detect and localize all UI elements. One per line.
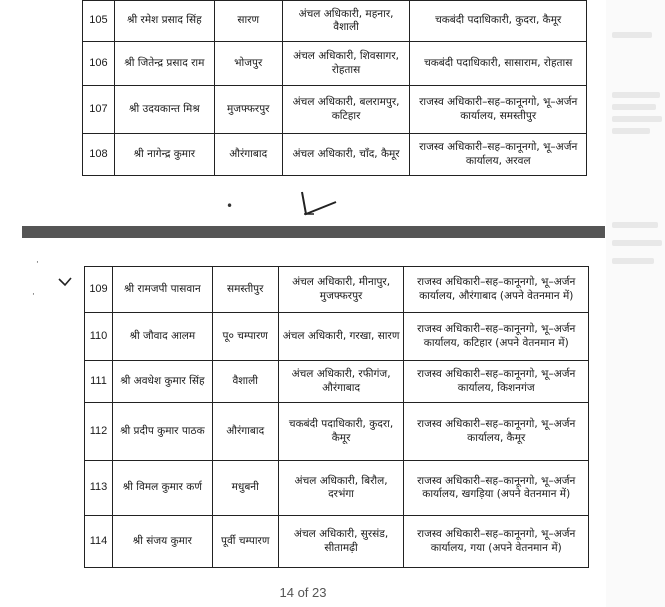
- home-district: भोजपुर: [214, 42, 282, 86]
- officer-name: श्री विमल कुमार कर्ण: [112, 461, 212, 516]
- current-posting: अंचल अधिकारी, महनार, वैशाली: [282, 1, 410, 42]
- home-district: मधुबनी: [212, 461, 278, 516]
- home-district: वैशाली: [212, 361, 278, 403]
- serial-number: 112: [85, 403, 113, 461]
- officer-name: श्री प्रदीप कुमार पाठक: [112, 403, 212, 461]
- new-posting: राजस्व अधिकारी–सह–कानूनगो, भू–अर्जन कार्यालय, गया (अपने वेतनमान में): [404, 516, 589, 568]
- page-indicator: 14 of 23: [279, 585, 327, 600]
- new-posting: राजस्व अधिकारी–सह–कानूनगो, भू–अर्जन कार्यालय, खगड़िया (अपने वेतनमान में): [404, 461, 589, 516]
- table-row: [83, 42, 587, 86]
- side-panel-ghost: [606, 0, 665, 607]
- home-district: समस्तीपुर: [212, 267, 278, 313]
- current-posting: अंचल अधिकारी, गरखा, सारण: [278, 313, 404, 361]
- new-posting: राजस्व अधिकारी–सह–कानूनगो, भू–अर्जन कार्यालय, समस्तीपुर: [410, 86, 587, 134]
- table-row: [83, 86, 587, 134]
- table-row: [85, 267, 589, 313]
- table-row: [85, 461, 589, 516]
- home-district: पू० चम्पारण: [212, 313, 278, 361]
- table-row: [83, 1, 587, 42]
- officer-name: श्री जौवाद आलम: [112, 313, 212, 361]
- scan-dot-mark: •: [226, 199, 234, 213]
- serial-number: 114: [85, 516, 113, 568]
- officer-name: श्री संजय कुमार: [112, 516, 212, 568]
- new-posting: राजस्व अधिकारी–सह–कानूनगो, भू–अर्जन कार्यालय, औरंगाबाद (अपने वेतनमान में): [404, 267, 589, 313]
- document-page-1: [22, 0, 605, 232]
- serial-number: 109: [85, 267, 113, 313]
- officer-name: श्री उदयकान्त मिश्र: [114, 86, 214, 134]
- officer-name: श्री जितेन्द्र प्रसाद राम: [114, 42, 214, 86]
- table-row: [85, 516, 589, 568]
- serial-number: 111: [85, 361, 113, 403]
- home-district: पूर्वी चम्पारण: [212, 516, 278, 568]
- serial-number: 107: [83, 86, 115, 134]
- current-posting: अंचल अधिकारी, मीनापुर, मुजफ्फरपुर: [278, 267, 404, 313]
- serial-number: 108: [83, 134, 115, 176]
- officer-name: श्री रामजपी पासवान: [112, 267, 212, 313]
- home-district: सारण: [214, 1, 282, 42]
- transfer-table-page-2: [84, 266, 589, 568]
- new-posting: चकबंदी पदाधिकारी, कुदरा, कैमूर: [410, 1, 587, 42]
- home-district: औरंगाबाद: [214, 134, 282, 176]
- serial-number: 113: [85, 461, 113, 516]
- table-row: [85, 313, 589, 361]
- current-posting: अंचल अधिकारी, रफीगंज, औरंगाबाद: [278, 361, 404, 403]
- transfer-table-page-1: [82, 0, 587, 176]
- new-posting: राजस्व अधिकारी–सह–कानूनगो, भू–अर्जन कार्यालय, कैमूर: [404, 403, 589, 461]
- current-posting: अंचल अधिकारी, शिवसागर, रोहतास: [282, 42, 410, 86]
- officer-name: श्री नागेन्द्र कुमार: [114, 134, 214, 176]
- handwritten-signature-icon: [292, 188, 352, 218]
- serial-number: 110: [85, 313, 113, 361]
- new-posting: चकबंदी पदाधिकारी, सासाराम, रोहतास: [410, 42, 587, 86]
- officer-name: श्री रमेश प्रसाद सिंह: [114, 1, 214, 42]
- document-page-2: [22, 238, 605, 576]
- current-posting: अंचल अधिकारी, चाँद, कैमूर: [282, 134, 410, 176]
- new-posting: राजस्व अधिकारी–सह–कानूनगो, भू–अर्जन कार्यालय, किशनगंज: [404, 361, 589, 403]
- home-district: मुजफ्फरपुर: [214, 86, 282, 134]
- scan-dot-mark: ·: [32, 290, 35, 300]
- new-posting: राजस्व अधिकारी–सह–कानूनगो, भू–अर्जन कार्यालय, अरवल: [410, 134, 587, 176]
- officer-name: श्री अवधेश कुमार सिंह: [112, 361, 212, 403]
- table-row: [85, 361, 589, 403]
- home-district: औरंगाबाद: [212, 403, 278, 461]
- page-separator: [22, 226, 605, 238]
- serial-number: 105: [83, 1, 115, 42]
- checkmark-icon: [58, 276, 72, 288]
- scan-dot-mark: ·: [36, 258, 39, 268]
- table-row: [83, 134, 587, 176]
- serial-number: 106: [83, 42, 115, 86]
- current-posting: अंचल अधिकारी, बलरामपुर, कटिहार: [282, 86, 410, 134]
- current-posting: अंचल अधिकारी, बिरौल, दरभंगा: [278, 461, 404, 516]
- current-posting: अंचल अधिकारी, सुरसंड, सीतामढ़ी: [278, 516, 404, 568]
- new-posting: राजस्व अधिकारी–सह–कानूनगो, भू–अर्जन कार्यालय, कटिहार (अपने वेतनमान में): [404, 313, 589, 361]
- table-row: [85, 403, 589, 461]
- current-posting: चकबंदी पदाधिकारी, कुदरा, कैमूर: [278, 403, 404, 461]
